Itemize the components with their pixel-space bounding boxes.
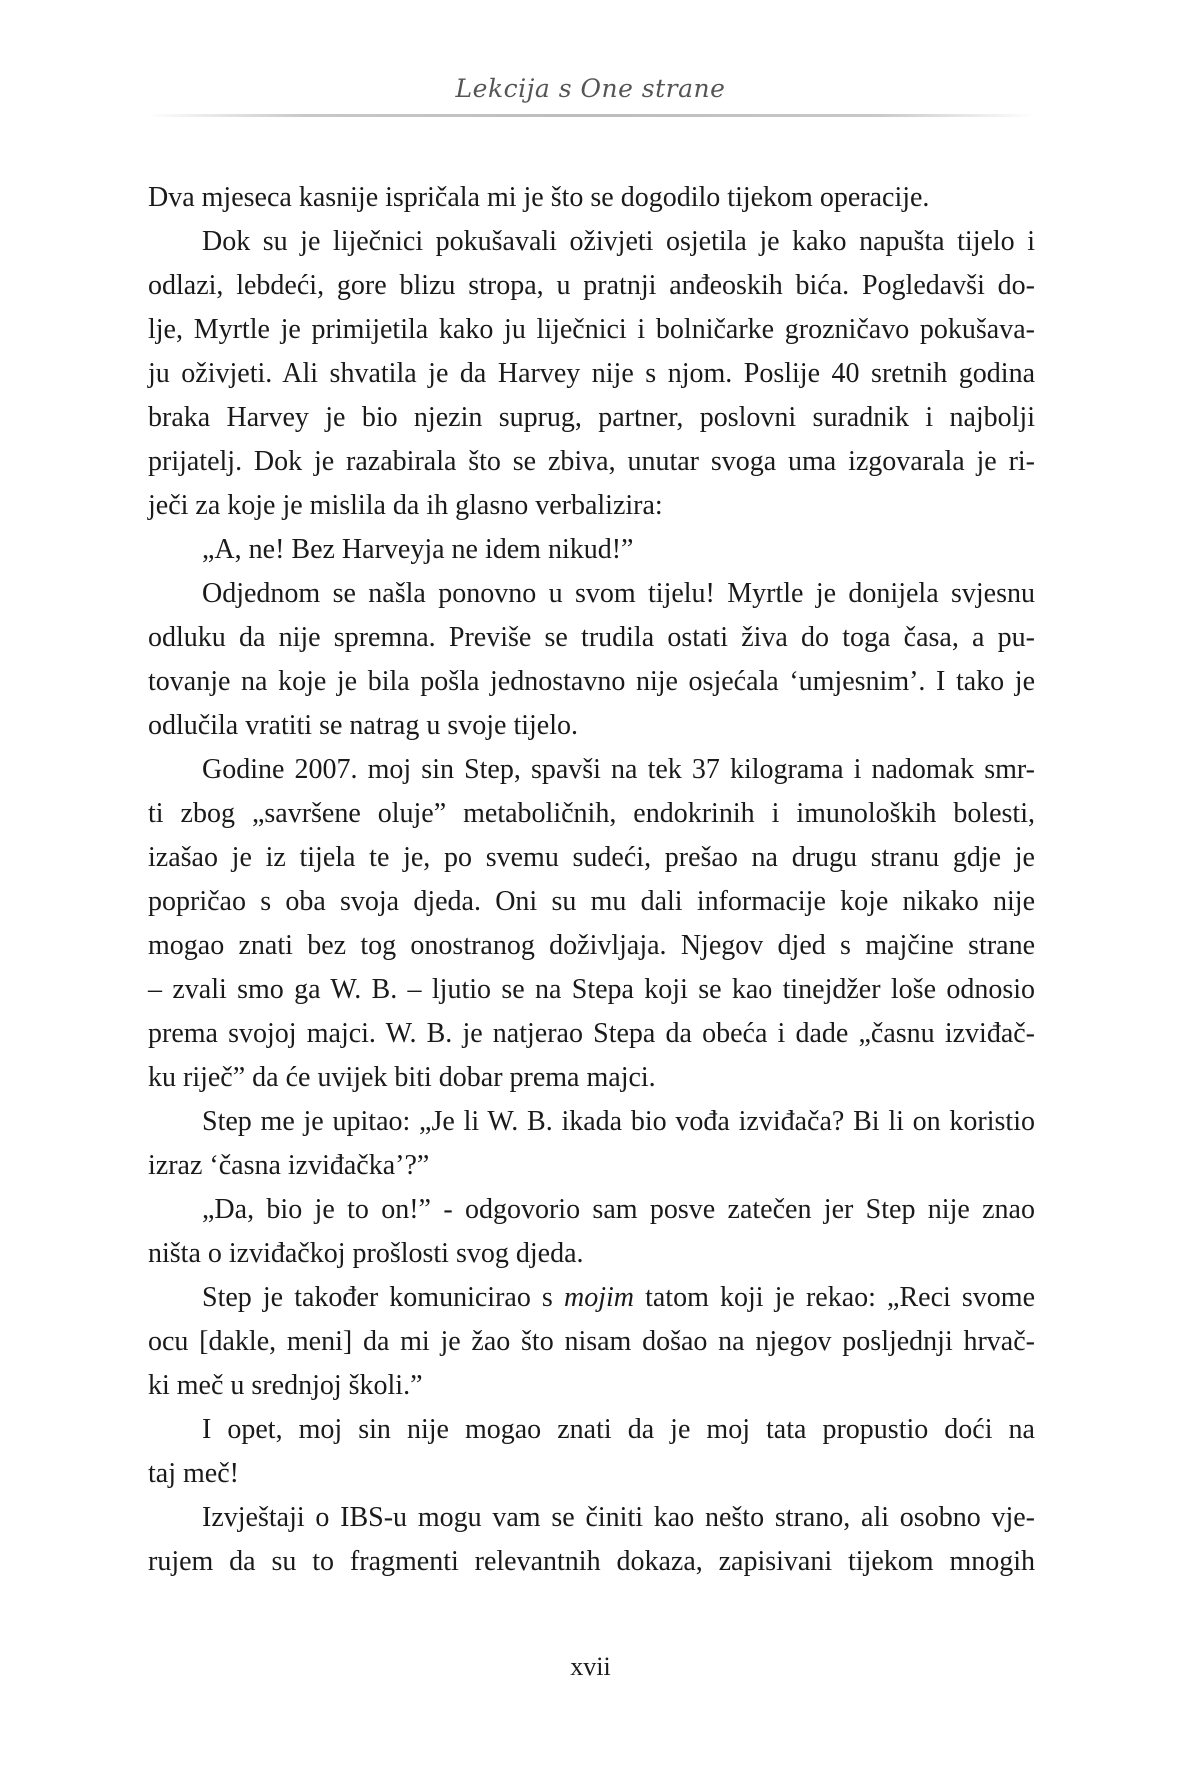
- text-line: ku riječ” da će uvijek biti dobar prema majci.: [148, 1062, 656, 1093]
- text-line: Step me je upitao: „Je li W. B. ikada bio vođa izviđača? Bi li on koristio: [202, 1106, 1035, 1137]
- text-line: ništa o izviđačkoj prošlosti svog djeda.: [148, 1238, 584, 1269]
- text-line: braka Harvey je bio njezin suprug, partner, poslovni suradnik i najbolji: [148, 402, 1035, 433]
- text-line: tovanje na koje je bila pošla jednostavno nije osjećala ‘umjesnim’. I tako je: [148, 666, 1035, 697]
- running-head: Lekcija s One strane: [455, 74, 726, 103]
- text-line: ju oživjeti. Ali shvatila je da Harvey nije s njom. Poslije 40 sretnih godina: [148, 358, 1035, 389]
- text-line: prijatelj. Dok je razabirala što se zbiva, unutar svoga uma izgovarala je ri-: [148, 446, 1035, 477]
- text-line: ječi za koje je mislila da ih glasno verbalizira:: [148, 490, 663, 521]
- text-line: rujem da su to fragmenti relevantnih dokaza, zapisivani tijekom mnogih: [148, 1546, 1035, 1577]
- text-line: taj meč!: [148, 1458, 239, 1489]
- text-line: popričao s oba svoja djeda. Oni su mu dali informacije koje nikako nije: [148, 886, 1035, 917]
- text-line: lje, Myrtle je primijetila kako ju liječnici i bolničarke grozničavo pokušava-: [148, 314, 1035, 345]
- text-line: Odjednom se našla ponovno u svom tijelu! Myrtle je donijela svjesnu: [202, 578, 1035, 609]
- text-line: – zvali smo ga W. B. – ljutio se na Stepa koji se kao tinejdžer loše odnosio: [148, 974, 1035, 1005]
- text-line: odluku da nije spremna. Previše se trudila ostati živa do toga časa, a pu-: [148, 622, 1035, 653]
- text-line: ti zbog „savršene oluje” metaboličnih, endokrinih i imunoloških bolesti,: [148, 798, 1035, 829]
- text-line: Godine 2007. moj sin Step, spavši na tek 37 kilograma i nadomak smr-: [202, 754, 1035, 785]
- page-number: xvii: [570, 1652, 611, 1681]
- text-segment: tatom koji je rekao: „Reci svome: [645, 1282, 1036, 1313]
- body-text: [148, 176, 1035, 1584]
- text-line: I opet, moj sin nije mogao znati da je moj tata propustio doći na: [202, 1414, 1035, 1445]
- text-line: izašao je iz tijela te je, po svemu sudeći, prešao na drugu stranu gdje je: [148, 842, 1035, 873]
- emphasis-mojim: mojim: [563, 1282, 634, 1313]
- text-line: ocu [dakle, meni] da mi je žao što nisam došao na njegov posljednji hrvač-: [148, 1326, 1035, 1357]
- text-line: ki meč u srednjoj školi.”: [148, 1370, 423, 1401]
- text-line: odlazi, lebdeći, gore blizu stropa, u pratnji anđeoskih bića. Pogledavši do-: [148, 270, 1035, 301]
- text-line: Dok su je liječnici pokušavali oživjeti osjetila je kako napušta tijelo i: [202, 226, 1035, 257]
- text-line: odlučila vratiti se natrag u svoje tijelo.: [148, 710, 578, 741]
- text-line: izraz ‘časna izviđačka’?”: [148, 1150, 430, 1181]
- header-rule: [146, 114, 1035, 117]
- text-line: „Da, bio je to on!” - odgovorio sam posve zatečen jer Step nije znao: [202, 1194, 1035, 1225]
- text-line: Izvještaji o IBS-u mogu vam se činiti kao nešto strano, ali osobno vje-: [202, 1502, 1035, 1533]
- text-line: prema svojoj majci. W. B. je natjerao Stepa da obeća i dade „časnu izviđač-: [148, 1018, 1035, 1049]
- text-line: [148, 1276, 1035, 1320]
- text-line: mogao znati bez tog onostranog doživljaja. Njegov djed s majčine strane: [148, 930, 1035, 961]
- text-line: Dva mjeseca kasnije ispričala mi je što se dogodilo tijekom operacije.: [148, 182, 930, 213]
- text-line: „A, ne! Bez Harveyja ne idem nikud!”: [202, 534, 634, 565]
- text-segment: Step je također komunicirao s: [202, 1282, 553, 1313]
